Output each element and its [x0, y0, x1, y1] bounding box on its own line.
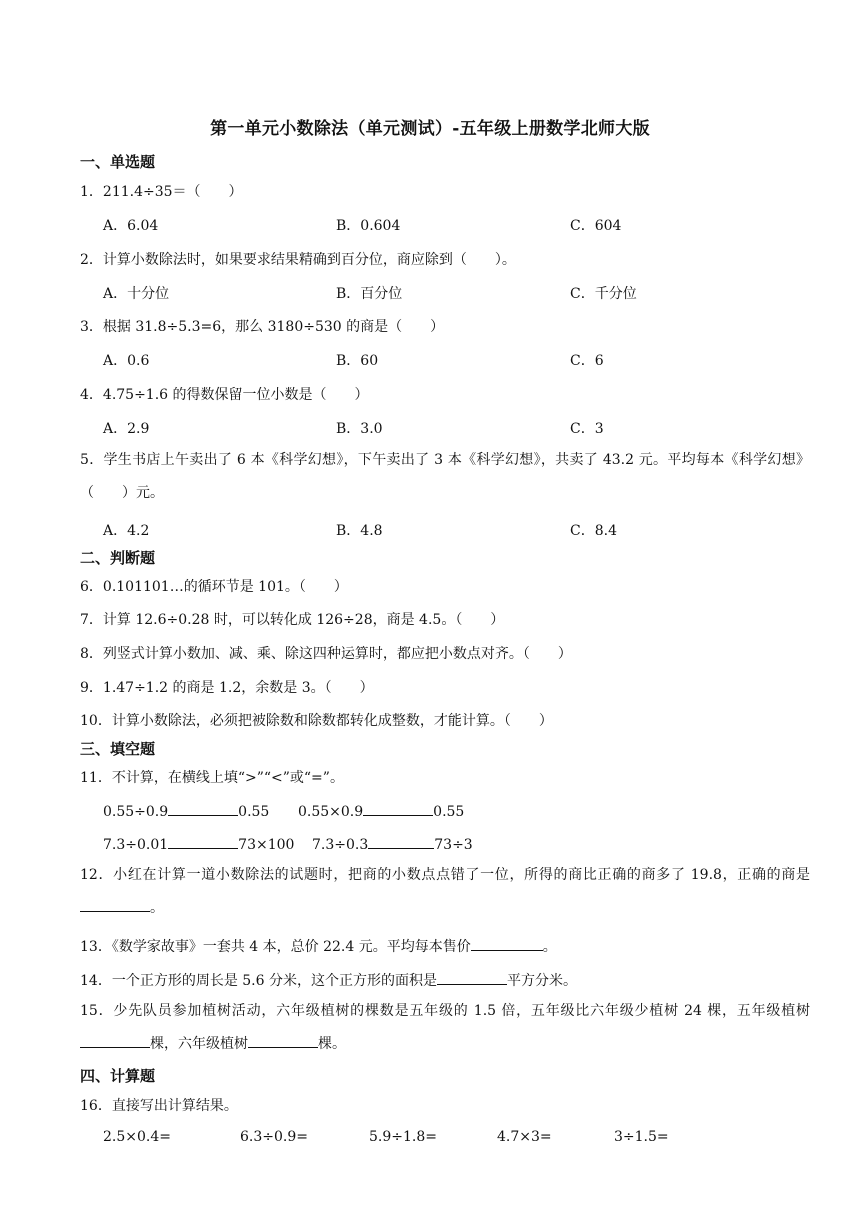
q2-option-b: B．百分位 [336, 286, 403, 302]
answer-blank[interactable] [363, 801, 433, 816]
question-12 [80, 859, 810, 925]
answer-blank[interactable] [168, 834, 238, 849]
q5-option-a: A．4.2 [103, 523, 150, 539]
q15-text: 15．少先队员参加植树活动，六年级植树的棵数是五年级的 1.5 倍，五年级比六年级少植树 24 棵，五年级植树 [80, 1003, 810, 1019]
section-heading-true-false: 二、判断题 [80, 549, 156, 567]
q11-r2a: 7.3÷0.01 [103, 837, 169, 853]
question-4: 4．4.75÷1.6 的得数保留一位小数是（ ） [80, 387, 369, 403]
q11-expression-1 [103, 801, 269, 820]
question-10: 10．计算小数除法，必须把被除数和除数都转化成整数，才能计算。（ ） [80, 713, 553, 729]
q11-expression-4 [312, 834, 473, 853]
q1-option-c: C．604 [570, 218, 622, 234]
q4-option-a: A．2.9 [103, 421, 150, 437]
answer-blank[interactable] [248, 1033, 318, 1048]
answer-blank[interactable] [168, 801, 238, 816]
question-3: 3．根据 31.8÷5.3=6，那么 3180÷530 的商是（ ） [80, 319, 445, 335]
q11-r1c: 0.55×0.9 [298, 804, 364, 820]
page-title: 第一单元小数除法（单元测试）-五年级上册数学北师大版 [210, 119, 650, 139]
question-1: 1．211.4÷35＝（ ） [80, 184, 243, 200]
q3-option-a: A．0.6 [103, 353, 150, 369]
q13-suffix: 。 [542, 939, 557, 955]
q13-text: 13．《数学家故事》一套共 4 本，总价 22.4 元。平均每本售价 [80, 939, 471, 955]
q15-mid: 棵，六年级植树 [150, 1036, 248, 1052]
q11-r1b: 0.55 [238, 804, 270, 820]
section-heading-calculation: 四、计算题 [80, 1067, 156, 1085]
q11-expression-3 [103, 834, 294, 853]
question-5: 5．学生书店上午卖出了 6 本《科学幻想》，下午卖出了 3 本《科学幻想》，共卖了 43.2 元。平均每本《科学幻想》（ ）元。 [80, 452, 810, 501]
q1-option-b: B．0.604 [336, 218, 401, 234]
question-11: 11．不计算，在横线上填“>”“<”或“=”。 [80, 770, 344, 786]
q11-r2c: 7.3÷0.3 [312, 837, 369, 853]
q16-item: 4.7×3= [497, 1129, 552, 1145]
q1-option-a: A．6.04 [103, 218, 159, 234]
section-heading-fill-blank: 三、填空题 [80, 740, 156, 758]
q16-item: 5.9÷1.8= [369, 1129, 437, 1145]
question-14 [80, 970, 577, 990]
answer-blank[interactable] [80, 897, 150, 912]
q11-r1a: 0.55÷0.9 [103, 804, 169, 820]
q11-r2b: 73×100 [238, 837, 295, 853]
q3-option-b: B．60 [336, 353, 379, 369]
question-15 [80, 995, 810, 1061]
question-9: 9．1.47÷1.2 的商是 1.2，余数是 3。（ ） [80, 680, 374, 696]
question-8: 8．列竖式计算小数加、减、乘、除这四种运算时，都应把小数点对齐。（ ） [80, 646, 572, 662]
q11-expression-2 [298, 801, 464, 820]
q12-text: 12．小红在计算一道小数除法的试题时，把商的小数点点错了一位，所得的商比正确的商多了 19.8，正确的商是 [80, 867, 810, 883]
q11-r2d: 73÷3 [434, 837, 473, 853]
question-16: 16．直接写出计算结果。 [80, 1098, 238, 1114]
q16-item: 2.5×0.4= [103, 1129, 171, 1145]
question-6: 6．0.101101…的循环节是 101。（ ） [80, 579, 348, 595]
q3-option-c: C．6 [570, 353, 604, 369]
q2-option-c: C．千分位 [570, 286, 637, 302]
q14-text: 14．一个正方形的周长是 5.6 分米，这个正方形的面积是 [80, 973, 437, 989]
question-2: 2．计算小数除法时，如果要求结果精确到百分位，商应除到（ ）。 [80, 252, 516, 268]
q5-option-b: B．4.8 [336, 523, 383, 539]
q16-item: 3÷1.5= [614, 1129, 669, 1145]
question-13 [80, 936, 557, 956]
answer-blank[interactable] [80, 1033, 150, 1048]
q14-suffix: 平方分米。 [506, 973, 577, 989]
answer-blank[interactable] [368, 834, 434, 849]
q11-r1d: 0.55 [433, 804, 465, 820]
section-heading-single-choice: 一、单选题 [80, 153, 156, 171]
q2-option-a: A．十分位 [103, 286, 170, 302]
q15-suffix: 棵。 [318, 1036, 346, 1052]
answer-blank[interactable] [437, 970, 507, 985]
q4-option-c: C．3 [570, 421, 604, 437]
q4-option-b: B．3.0 [336, 421, 383, 437]
question-7: 7．计算 12.6÷0.28 时，可以转化成 126÷28，商是 4.5。（ ） [80, 612, 505, 628]
q16-item: 6.3÷0.9= [240, 1129, 308, 1145]
answer-blank[interactable] [471, 936, 543, 951]
q5-option-c: C．8.4 [570, 523, 617, 539]
q12-suffix: 。 [150, 900, 164, 916]
